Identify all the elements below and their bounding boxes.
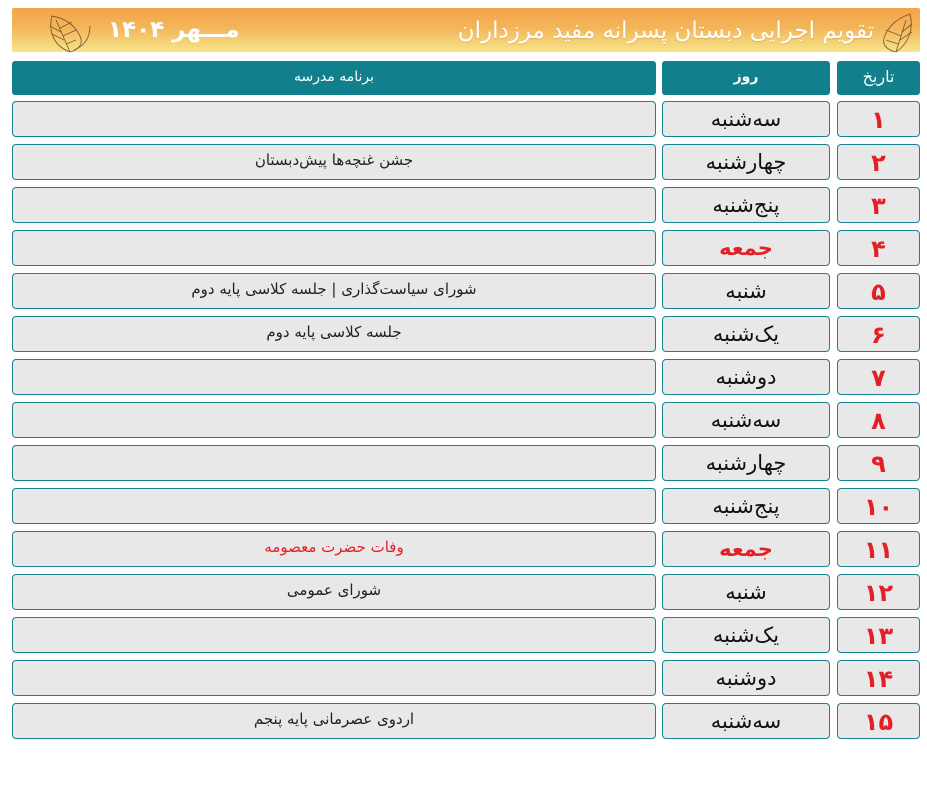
day-cell: جمعه — [662, 531, 830, 567]
day-cell: یک‌شنبه — [662, 316, 830, 352]
program-cell: جلسه کلاسی پایه دوم — [12, 316, 656, 352]
column-header-date: تاریخ — [837, 61, 920, 95]
date-cell: ۱۳ — [837, 617, 920, 653]
program-cell — [12, 402, 656, 438]
day-cell: شنبه — [662, 574, 830, 610]
column-header-day: روز — [662, 61, 830, 95]
date-cell: ۴ — [837, 230, 920, 266]
leaf-icon — [874, 10, 918, 54]
program-cell — [12, 187, 656, 223]
day-cell: سه‌شنبه — [662, 402, 830, 438]
program-cell: جشن غنچه‌ها پیش‌دبستان — [12, 144, 656, 180]
date-cell: ۱۴ — [837, 660, 920, 696]
date-cell: ۶ — [837, 316, 920, 352]
date-cell: ۱۵ — [837, 703, 920, 739]
day-cell: پنج‌شنبه — [662, 187, 830, 223]
program-cell — [12, 101, 656, 137]
day-cell: یک‌شنبه — [662, 617, 830, 653]
date-cell: ۱۰ — [837, 488, 920, 524]
program-cell — [12, 660, 656, 696]
date-cell: ۷ — [837, 359, 920, 395]
program-cell: شورای سیاست‌گذاری | جلسه کلاسی پایه دوم — [12, 273, 656, 309]
day-cell: چهارشنبه — [662, 445, 830, 481]
date-cell: ۹ — [837, 445, 920, 481]
day-cell: جمعه — [662, 230, 830, 266]
day-cell: دوشنبه — [662, 660, 830, 696]
program-cell: شورای عمومی — [12, 574, 656, 610]
leaf-icon — [44, 10, 96, 54]
program-cell — [12, 617, 656, 653]
column-header-program: برنامه مدرسه — [12, 61, 656, 95]
month-label: مـــهر ۱۴۰۴ — [108, 17, 240, 43]
day-cell: دوشنبه — [662, 359, 830, 395]
program-cell — [12, 359, 656, 395]
day-cell: سه‌شنبه — [662, 703, 830, 739]
program-cell: اردوی عصرمانی پایه پنجم — [12, 703, 656, 739]
day-cell: سه‌شنبه — [662, 101, 830, 137]
day-cell: چهارشنبه — [662, 144, 830, 180]
date-cell: ۲ — [837, 144, 920, 180]
date-cell: ۵ — [837, 273, 920, 309]
header-banner — [12, 8, 920, 52]
date-cell: ۱۲ — [837, 574, 920, 610]
date-cell: ۱ — [837, 101, 920, 137]
day-cell: شنبه — [662, 273, 830, 309]
date-cell: ۱۱ — [837, 531, 920, 567]
day-cell: پنج‌شنبه — [662, 488, 830, 524]
page-title: تقویم اجرایی دبستان پسرانه مفید مرزداران — [457, 18, 874, 44]
program-cell — [12, 445, 656, 481]
program-cell: وفات حضرت معصومه — [12, 531, 656, 567]
date-cell: ۸ — [837, 402, 920, 438]
program-cell — [12, 230, 656, 266]
program-cell — [12, 488, 656, 524]
date-cell: ۳ — [837, 187, 920, 223]
